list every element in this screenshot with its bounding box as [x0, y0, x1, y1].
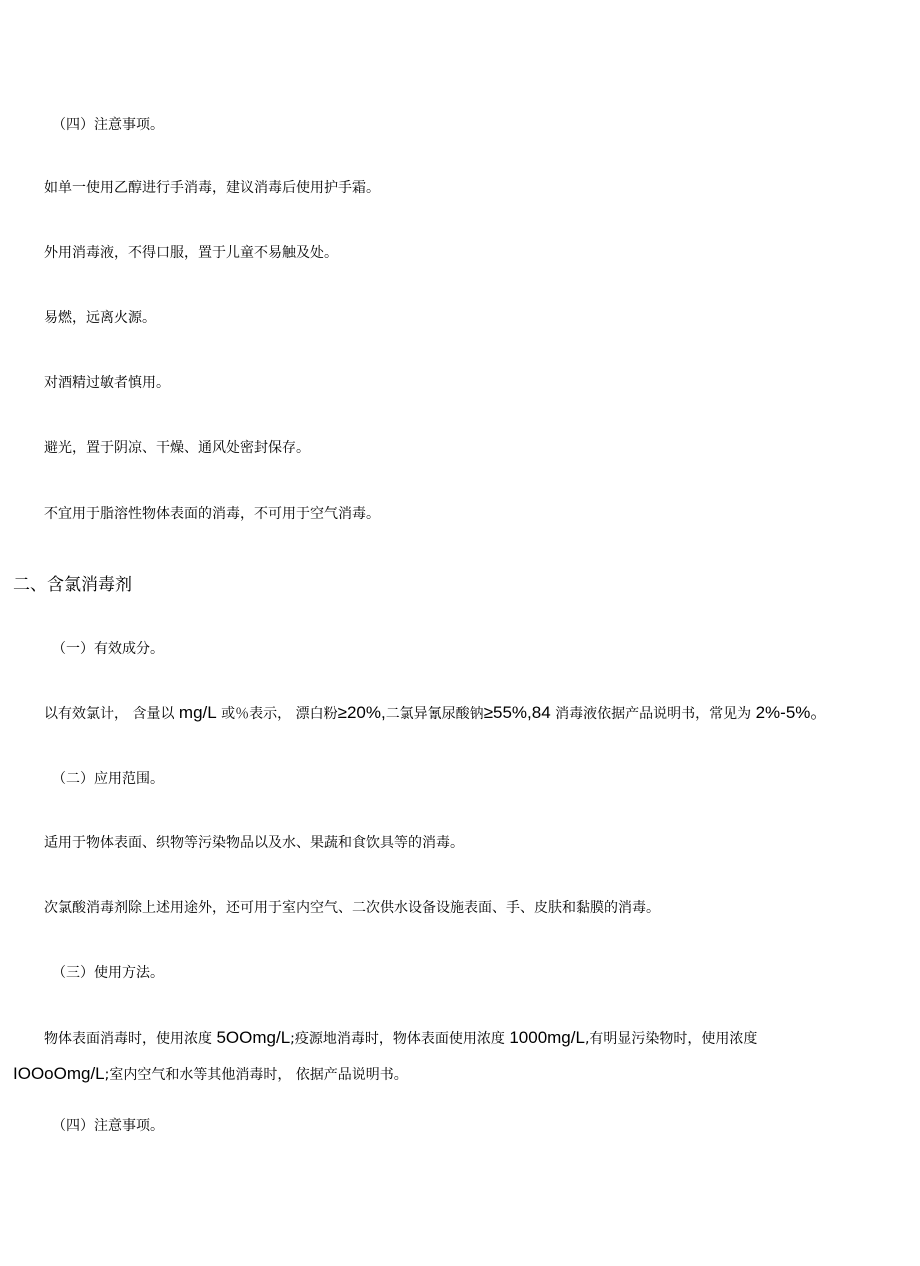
notes-item: 如单一使用乙醇进行手消毒，建议消毒后使用护手霜。 — [44, 180, 380, 196]
notes-item: 易燃，远离火源。 — [44, 310, 156, 326]
text-span: 1000mg/L — [509, 1028, 585, 1047]
text-span: ;疫源地消毒时，物体表面使用浓度 — [290, 1031, 510, 1047]
text-span: 2%-5%。 — [755, 703, 828, 722]
scope-item: 次氯酸消毒剂除上述用途外，还可用于室内空气、二次供水设备设施表面、手、皮肤和黏膜的消毒。 — [44, 900, 660, 916]
ingredients-paragraph — [44, 703, 827, 724]
text-span: mg/L — [178, 703, 217, 722]
text-span: 消毒液依据产品说明书，常见为 — [550, 706, 756, 722]
text-span: 以有效氯计， 含量以 — [44, 706, 179, 722]
text-span: 物体表面消毒时，使用浓度 — [44, 1031, 217, 1047]
method-paragraph-line2 — [13, 1064, 408, 1085]
method-paragraph-line1 — [44, 1028, 757, 1049]
text-span: 二氯异氰尿酸钠 — [385, 706, 484, 722]
notes-item: 避光，置于阴凉、干燥、通风处密封保存。 — [44, 440, 310, 456]
scope-item: 适用于物体表面、织物等污染物品以及水、果蔬和食饮具等的消毒。 — [44, 835, 464, 851]
section-title: 二、含氯消毒剂 — [13, 575, 132, 595]
text-span: ;室内空气和水等其他消毒时， 依据产品说明书。 — [104, 1067, 408, 1083]
text-span: ≥20%, — [337, 703, 386, 722]
section1-notes-heading: （四）注意事项。 — [52, 117, 164, 133]
scope-heading: （二）应用范围。 — [52, 771, 164, 787]
text-span: 5OOmg/L — [216, 1028, 291, 1047]
notes-item: 不宜用于脂溶性物体表面的消毒，不可用于空气消毒。 — [44, 506, 380, 522]
text-span: IOOoOmg/L — [13, 1064, 105, 1083]
text-span: 或％表示， 漂白粉 — [216, 706, 338, 722]
notes-item: 外用消毒液，不得口服，置于儿童不易触及处。 — [44, 245, 338, 261]
text-span: ,有明显污染物时，使用浓度 — [584, 1031, 758, 1047]
method-heading: （三）使用方法。 — [52, 965, 164, 981]
text-span: ≥55%,84 — [483, 703, 551, 722]
notes-item: 对酒精过敏者慎用。 — [44, 375, 170, 391]
ingredients-heading: （一）有效成分。 — [52, 641, 164, 657]
section2-notes-heading: （四）注意事项。 — [52, 1118, 164, 1134]
